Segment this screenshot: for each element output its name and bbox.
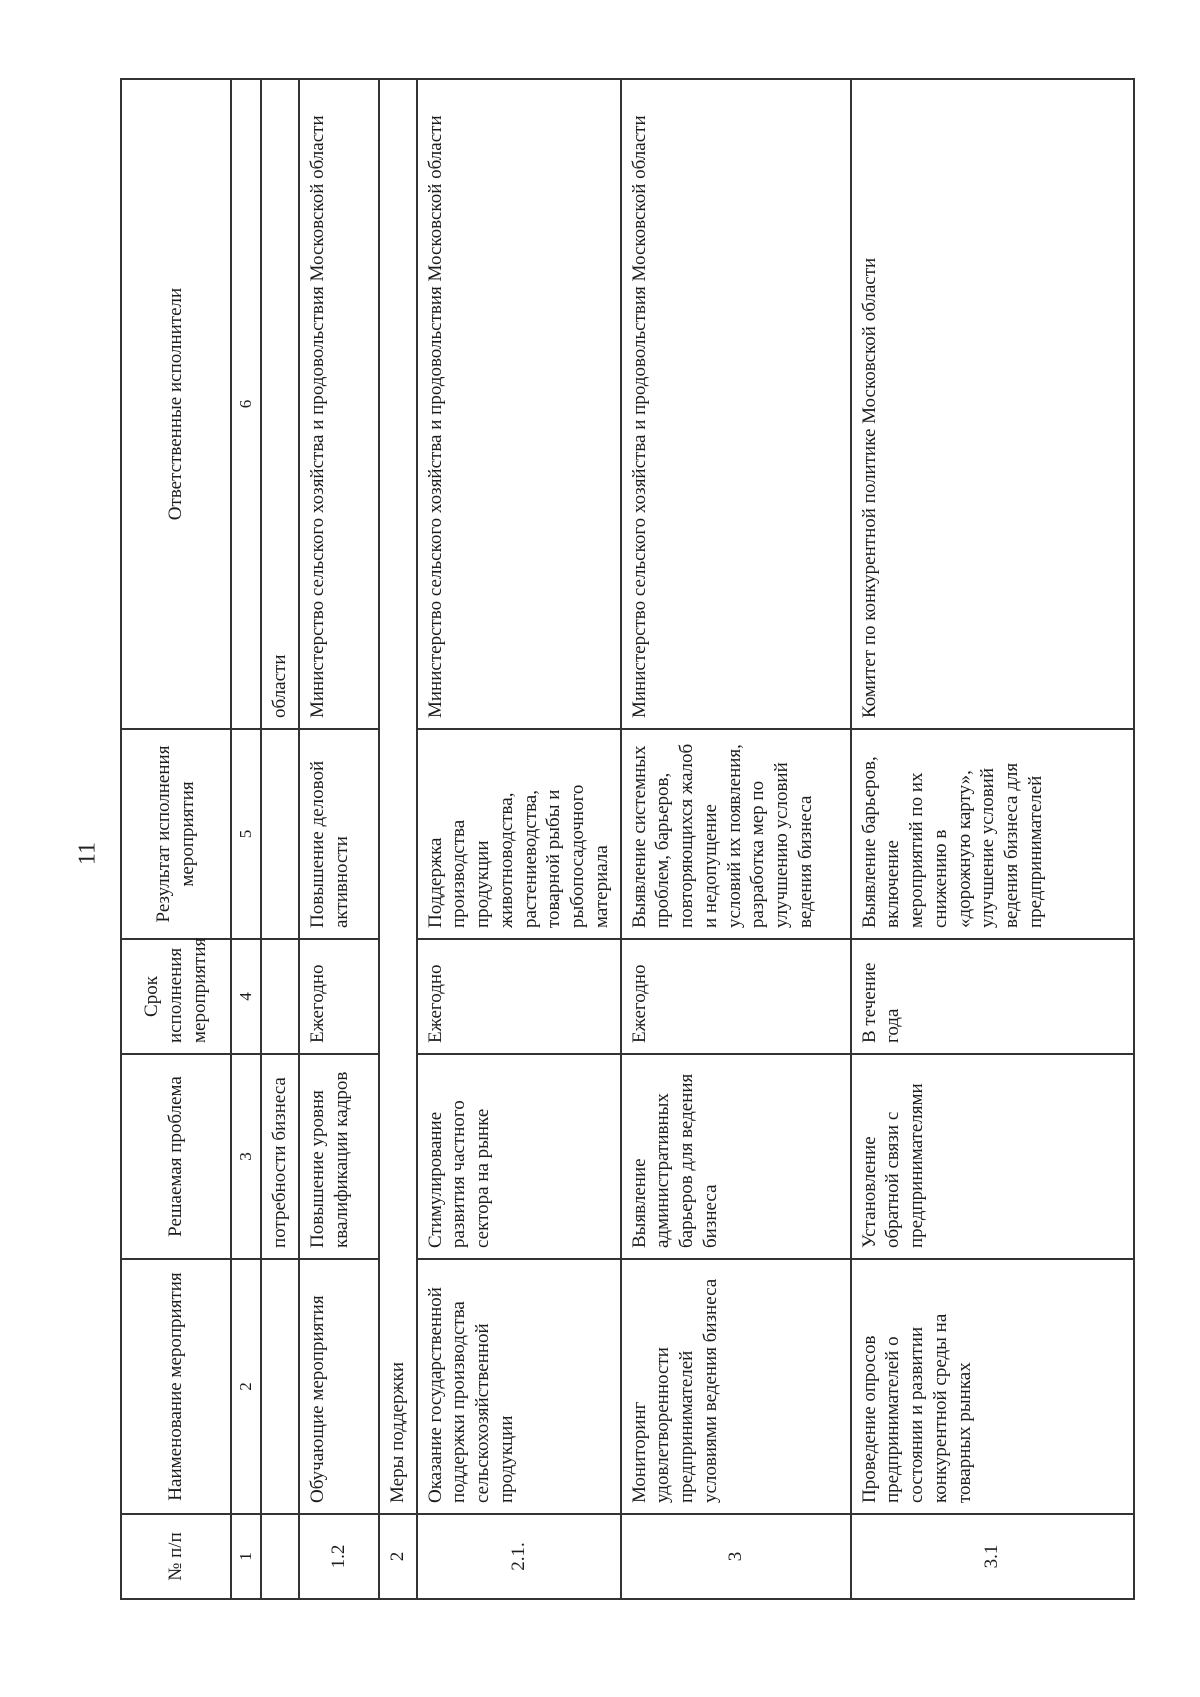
table-row	[299, 79, 379, 1599]
cell-num: 1.2	[299, 1514, 379, 1599]
cell-result: Выявление барьеров, включение мероприятий по их снижению в «дорожную карту», улучшение условий ведения бизнеса для предпринимателей	[851, 729, 1134, 939]
cell-name: Мониторинг удовлетворенности предпринимателей условиями ведения бизнеса	[621, 1259, 851, 1514]
rotated-table-container	[120, 80, 1115, 1600]
table-row	[621, 79, 851, 1599]
cell-num	[261, 1514, 299, 1599]
header-problem: Решаемая проблема	[121, 1054, 231, 1259]
cell-problem: Повышение уровня квалификации кадров	[299, 1054, 379, 1259]
cell-result: Поддержка производства продукции животноводства, растениеводства, товарной рыбы и рыбопосадочного материала	[417, 729, 621, 939]
cell-result	[261, 729, 299, 939]
header-term: Срок исполнения мероприятия	[121, 939, 231, 1054]
cell-name: Обучающие мероприятия	[299, 1259, 379, 1514]
header-result: Результат исполнения мероприятия	[121, 729, 231, 939]
header-num: № п/п	[121, 1514, 231, 1599]
table-row	[417, 79, 621, 1599]
cell-term: В течение года	[851, 939, 1134, 1054]
header-executors: Ответственные исполнители	[121, 79, 231, 729]
cell-name: Проведение опросов предпринимателей о состоянии и развитии конкурентной среды на товарных рынках	[851, 1259, 1134, 1514]
column-number-row	[231, 79, 261, 1599]
column-number: 4	[231, 939, 261, 1054]
page-number: 11	[74, 841, 101, 866]
header-name: Наименование мероприятия	[121, 1259, 231, 1514]
cell-problem: потребности бизнеса	[261, 1054, 299, 1259]
cell-result: Выявление системных проблем, барьеров, повторяющихся жалоб и недопущение условий их появления, разработка мер по улучшению условий ведения бизнеса	[621, 729, 851, 939]
header-row	[121, 79, 231, 1599]
cell-result: Повышение деловой активности	[299, 729, 379, 939]
section-row	[379, 79, 417, 1599]
cell-executors: Министерство сельского хозяйства и продовольствия Московской области	[621, 79, 851, 729]
cell-term	[261, 939, 299, 1054]
column-number: 3	[231, 1054, 261, 1259]
cell-num: 3	[621, 1514, 851, 1599]
cell-executors: Министерство сельского хозяйства и продовольствия Московской области	[299, 79, 379, 729]
cell-executors: Комитет по конкурентной политике Московской области	[851, 79, 1134, 729]
cell-num: 3.1	[851, 1514, 1134, 1599]
cell-executors: Министерство сельского хозяйства и продовольствия Московской области	[417, 79, 621, 729]
cell-problem: Стимулирование развития частного сектора на рынке	[417, 1054, 621, 1259]
column-number: 1	[231, 1514, 261, 1599]
table-row	[851, 79, 1134, 1599]
cell-executors: области	[261, 79, 299, 729]
cell-num: 2	[379, 1514, 417, 1599]
column-number: 5	[231, 729, 261, 939]
measures-table	[120, 78, 1135, 1600]
cell-problem: Установление обратной связи с предпринимателями	[851, 1054, 1134, 1259]
cell-num: 2.1.	[417, 1514, 621, 1599]
cell-term: Ежегодно	[299, 939, 379, 1054]
section-title: Меры поддержки	[379, 79, 417, 1514]
cell-name: Оказание государственной поддержки производства сельскохозяйственной продукции	[417, 1259, 621, 1514]
continuation-row	[261, 79, 299, 1599]
column-number: 6	[231, 79, 261, 729]
cell-term: Ежегодно	[417, 939, 621, 1054]
column-number: 2	[231, 1259, 261, 1514]
cell-problem: Выявление административных барьеров для ведения бизнеса	[621, 1054, 851, 1259]
cell-name	[261, 1259, 299, 1514]
cell-term: Ежегодно	[621, 939, 851, 1054]
